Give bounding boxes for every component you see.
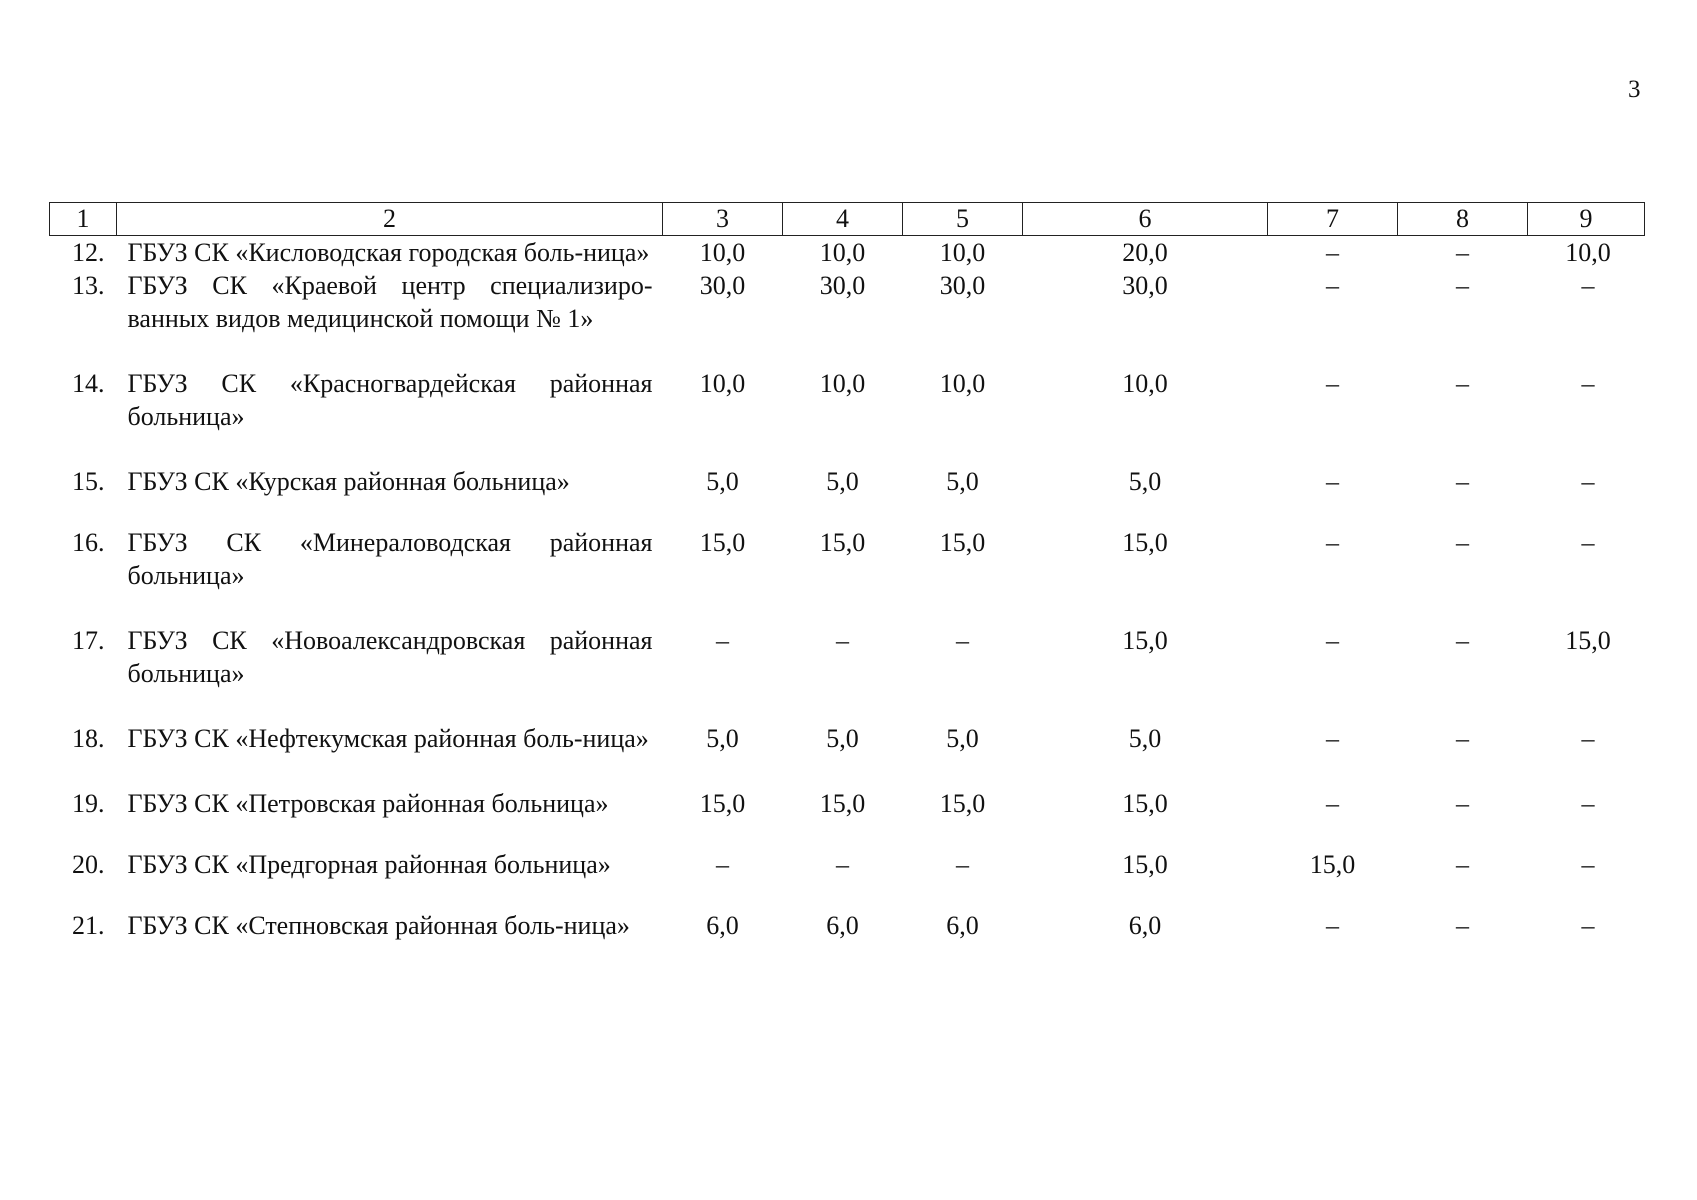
row-number: 14.	[72, 369, 105, 398]
value-cell: 15,0	[699, 789, 746, 818]
value-cell: 5,0	[706, 724, 739, 753]
table-row	[50, 236, 1645, 270]
value-cell: –	[1581, 850, 1595, 879]
value-cell: 30,0	[1122, 271, 1168, 300]
institution-name: ГБУЗ СК «Краевой центр специализиро-ванных видов медицинской помощи № 1»	[127, 271, 653, 333]
row-number: 18.	[72, 724, 105, 753]
value-cell: 15,0	[939, 528, 986, 557]
header-cell: 3	[663, 203, 783, 236]
table-row	[50, 269, 1645, 367]
institution-name: ГБУЗ СК «Предгорная районная больница»	[127, 850, 611, 879]
value-cell: 5,0	[826, 467, 859, 496]
institution-name: ГБУЗ СК «Степновская районная боль-ница»	[127, 911, 630, 940]
value-cell: 15,0	[1122, 850, 1168, 879]
row-number: 16.	[72, 528, 105, 557]
value-cell: 30,0	[819, 271, 866, 300]
value-cell: –	[836, 626, 849, 655]
value-cell: 20,0	[1122, 238, 1168, 267]
value-cell: 15,0	[699, 528, 746, 557]
value-cell: –	[1581, 271, 1595, 300]
table-header	[50, 203, 1645, 236]
value-cell: –	[1581, 369, 1595, 398]
value-cell: 10,0	[819, 238, 866, 267]
row-number: 20.	[72, 850, 105, 879]
value-cell: 15,0	[819, 789, 866, 818]
value-cell: –	[1326, 271, 1339, 300]
value-cell: 5,0	[1128, 467, 1162, 496]
table-row	[50, 722, 1645, 787]
value-cell: –	[1581, 528, 1595, 557]
table-row	[50, 787, 1645, 848]
value-cell: –	[1326, 528, 1339, 557]
institution-name: ГБУЗ СК «Курская районная больница»	[127, 467, 570, 496]
page-number: 3	[1628, 76, 1641, 103]
value-cell: 10,0	[1565, 238, 1611, 267]
value-cell: 10,0	[939, 238, 986, 267]
value-cell: 5,0	[946, 724, 979, 753]
row-number: 19.	[72, 789, 105, 818]
value-cell: –	[1581, 911, 1595, 940]
value-cell: –	[1456, 850, 1469, 879]
value-cell: –	[1581, 467, 1595, 496]
institution-name: ГБУЗ СК «Красногвардейская районная больница»	[127, 369, 653, 431]
institution-name: ГБУЗ СК «Кисловодская городская боль-ница»	[127, 238, 650, 267]
table-row	[50, 526, 1645, 624]
value-cell: 15,0	[1309, 850, 1356, 879]
value-cell: 15,0	[939, 789, 986, 818]
value-cell: 15,0	[1122, 626, 1168, 655]
value-cell: 30,0	[699, 271, 746, 300]
value-cell: –	[1326, 369, 1339, 398]
value-cell: –	[1326, 238, 1339, 267]
value-cell: –	[1326, 626, 1339, 655]
value-cell: 5,0	[706, 467, 739, 496]
value-cell: 5,0	[826, 724, 859, 753]
institution-name: ГБУЗ СК «Петровская районная больница»	[127, 789, 609, 818]
value-cell: –	[1326, 911, 1339, 940]
value-cell: 6,0	[706, 911, 739, 940]
value-cell: –	[716, 626, 729, 655]
row-number: 21.	[72, 911, 105, 940]
row-number: 13.	[72, 271, 105, 300]
header-cell: 2	[117, 203, 663, 236]
value-cell: –	[1456, 528, 1469, 557]
value-cell: –	[1326, 467, 1339, 496]
value-cell: 30,0	[939, 271, 986, 300]
table-row	[50, 848, 1645, 909]
row-number: 17.	[72, 626, 105, 655]
header-cell: 8	[1398, 203, 1528, 236]
table-body	[50, 236, 1645, 943]
value-cell: –	[1456, 724, 1469, 753]
value-cell: 6,0	[826, 911, 859, 940]
value-cell: 5,0	[1128, 724, 1162, 753]
table-row	[50, 909, 1645, 942]
value-cell: –	[1456, 369, 1469, 398]
header-cell: 7	[1268, 203, 1398, 236]
value-cell: –	[1456, 789, 1469, 818]
header-cell: 6	[1023, 203, 1268, 236]
data-table	[49, 202, 1645, 942]
value-cell: 10,0	[699, 238, 746, 267]
institution-name: ГБУЗ СК «Нефтекумская районная боль-ница»	[127, 724, 649, 753]
value-cell: –	[716, 850, 729, 879]
value-cell: –	[956, 850, 969, 879]
table-row	[50, 624, 1645, 722]
institution-name: ГБУЗ СК «Новоалександровская районная больница»	[127, 626, 653, 688]
header-cell: 9	[1528, 203, 1645, 236]
value-cell: 15,0	[1565, 626, 1611, 655]
value-cell: –	[1326, 789, 1339, 818]
table-row	[50, 367, 1645, 465]
table-row	[50, 465, 1645, 526]
value-cell: –	[1456, 271, 1469, 300]
institution-name: ГБУЗ СК «Минераловодская районная больница»	[127, 528, 653, 590]
value-cell: 10,0	[939, 369, 986, 398]
value-cell: 6,0	[1128, 911, 1162, 940]
value-cell: 15,0	[1122, 789, 1168, 818]
value-cell: –	[1456, 911, 1469, 940]
value-cell: 10,0	[699, 369, 746, 398]
row-number: 15.	[72, 467, 105, 496]
value-cell: 10,0	[1122, 369, 1168, 398]
value-cell: –	[1456, 467, 1469, 496]
value-cell: –	[1456, 238, 1469, 267]
value-cell: –	[1326, 724, 1339, 753]
value-cell: 6,0	[946, 911, 979, 940]
value-cell: –	[956, 626, 969, 655]
row-number: 12.	[72, 238, 105, 267]
value-cell: 5,0	[946, 467, 979, 496]
value-cell: –	[836, 850, 849, 879]
value-cell: –	[1456, 626, 1469, 655]
header-cell: 5	[903, 203, 1023, 236]
value-cell: 15,0	[1122, 528, 1168, 557]
value-cell: –	[1581, 789, 1595, 818]
value-cell: 10,0	[819, 369, 866, 398]
value-cell: –	[1581, 724, 1595, 753]
value-cell: 15,0	[819, 528, 866, 557]
header-cell: 1	[50, 203, 117, 236]
header-cell: 4	[783, 203, 903, 236]
